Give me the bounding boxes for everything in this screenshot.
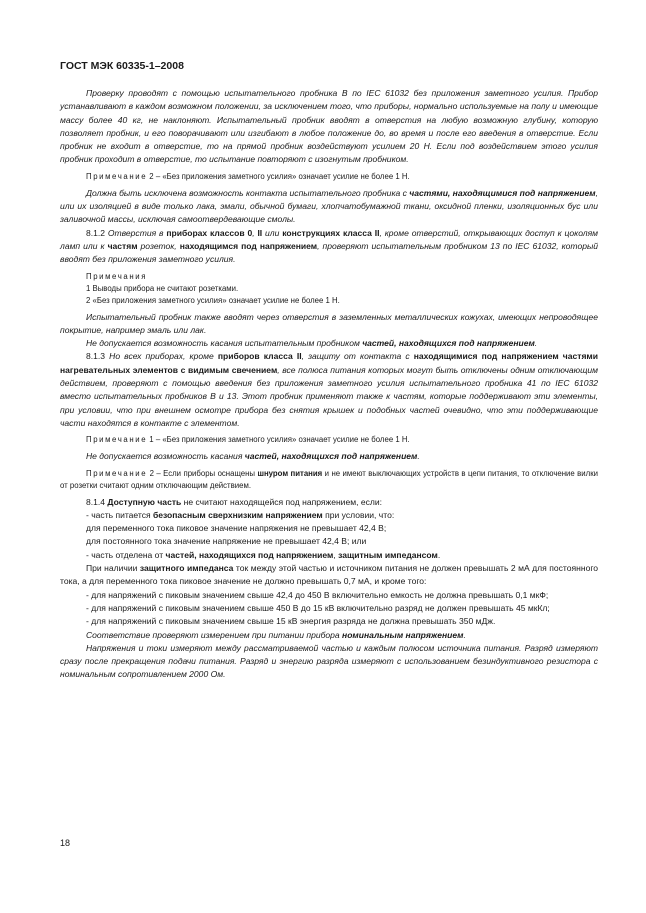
note-item-1: 1 Выводы прибора не считают розетками. xyxy=(86,283,239,293)
note-force-2: Примечание 1 – «Без приложения заметного усилия» означает усилие не более 1 Н. xyxy=(86,435,410,445)
notes-label: Примечания xyxy=(86,271,148,281)
document-page xyxy=(60,60,598,682)
clause-8-1-3: 8.1.3 Но всех приборах, кроме приборов класса II, защиту от контакта с находящимися под напряжением частями нагревательных элементов с видимым свечением, все полюса питания которых могут быть отключены одним отключающим действием, проверяют с помощью введения без приложения заметного усилия испытательного пробника 41 по IEC 61032 вместо испытательных пробников В и 13. Этот пробник применяют также к частям, которые поддерживают эти элементы, при условии, что при внешнем осмотре прибора без снятия крышек и подобных частей очевидно, что эти поддерживающие части находятся в контакте с элементом. xyxy=(60,351,599,428)
list-item-ac: для переменного тока пиковое значение напряжения не превышает 42,4 В; xyxy=(86,523,387,534)
list-item-capacitance: - для напряжений с пиковым значением свыше 42,4 до 450 В включительно емкость не должна превышать 0,1 мкФ; xyxy=(86,589,549,600)
list-item-dc: для постоянного тока значение напряжение не превышает 42,4 В; или xyxy=(86,536,367,547)
paragraph-measurement: Напряжения и токи измеряют между рассматриваемой частью и каждым полюсом источника питания. Разряд измеряют сразу после прекращения подачи питания. Разряд и энергию разряда измеряют с использованием безиндуктивного резистора с номинальным сопротивлением 2000 Ом. xyxy=(60,642,598,680)
list-item-impedance: - часть отделена от частей, находящихся под напряжением, защитным импедансом. xyxy=(86,549,441,560)
paragraph-impedance-limits: При наличии защитного импеданса ток между этой частью и источником питания не должен превышать 2 мА для постоянного тока, а для переменного тока пиковое значение не должно превышать 0,7 мА, и кроме того: xyxy=(60,563,598,587)
list-item-energy: - для напряжений с пиковым значением свыше 15 кВ энергия разряда не должна превышать 350 мДж. xyxy=(86,616,496,627)
paragraph-metal-enclosures: Испытательный пробник также вводят через отверстия в заземленных металлических кожухах, имеющих непроводящее покрытие, например эмаль или лак. xyxy=(60,311,598,335)
clause-8-1-4: 8.1.4 Доступную часть не считают находящейся под напряжением, если: xyxy=(86,496,382,507)
paragraph-no-contact-2: Не допускается возможность касания частей, находящихся под напряжением. xyxy=(86,451,420,462)
clause-8-1-2: 8.1.2 Отверстия в приборах классов 0, II или конструкциях класса II, кроме отверстий, открывающих доступ к цоколям ламп или к частям розеток, находящимся под напряжением, проверяют испытательным пробником 13 по IEC 61032, который вводят без приложения заметного усилия. xyxy=(60,227,599,265)
paragraph-compliance: Соответствие проверяют измерением при питании прибора номинальным напряжением. xyxy=(86,629,466,640)
note-supply-cord: Примечание 2 – Если приборы оснащены шнуром питания и не имеют выключающих устройств в цепи питания, то отключение вилки от розетки считают одним отключающим действием. xyxy=(60,468,598,490)
list-item-discharge: - для напряжений с пиковым значением свыше 450 В до 15 кВ включительно разряд не должен превышать 45 мкКл; xyxy=(86,602,550,613)
paragraph-probe-test: Проверку проводят с помощью испытательного пробника В по IEC 61032 без приложения заметного усилия. Прибор устанавливают в каждом возможном положении, за исключением того, что приборы, нормально используемые на полу и имеющие массу более 40 кг, не наклоняют. Испытательный пробник вводят в отверстия на любую возможную глубину, которую позволяет пробник, и его поворачивают или изгибают в любое положение до, во время и после его введения в отверстие. Если пробник не входит в отверстие, то на прямой пробник воздействуют усилием 20 Н. Если под воздействием этого усилия пробник проходит в отверстие, то испытание повторяют с изогнутым пробником. xyxy=(60,88,598,165)
paragraph-contact-exclusion: Должна быть исключена возможность контакта испытательного пробника с частями, находящимися под напряжением, или их изоляцией в виде только лака, эмали, обычной бумаги, хлопчатобумажной ткани, оксидной пленки, изоляционных бус или заливочной массы, исключая самоотвердевающие смолы. xyxy=(60,187,598,225)
note-item-2: 2 «Без приложения заметного усилия» означает усилие не более 1 Н. xyxy=(86,295,340,305)
document-header: ГОСТ МЭК 60335-1–2008 xyxy=(60,60,184,72)
note-force: Примечание 2 – «Без приложения заметного усилия» означает усилие не более 1 Н. xyxy=(86,171,410,181)
paragraph-no-contact: Не допускается возможность касания испытательным пробником частей, находящихся под напряжением. xyxy=(86,338,538,349)
list-item-selv: - часть питается безопасным сверхнизким напряжением при условии, что: xyxy=(86,509,395,520)
page-number: 18 xyxy=(60,838,71,848)
